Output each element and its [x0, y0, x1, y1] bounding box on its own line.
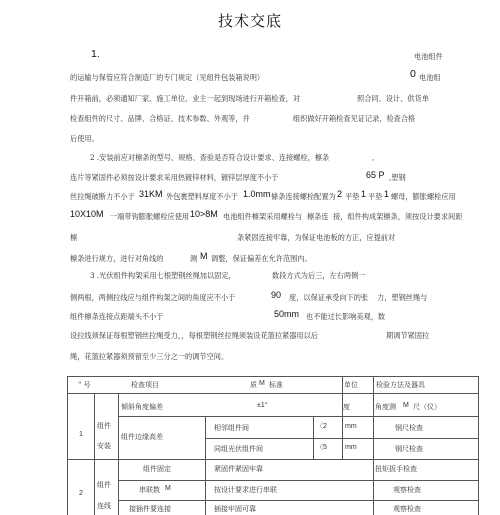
table-rule [118, 416, 479, 417]
header-no: " 号 [78, 381, 91, 389]
para2-line3-f: 2 [337, 189, 343, 199]
header-method: 检验方法及器具 [376, 381, 425, 389]
para3-line3-value: 50mm [274, 309, 300, 319]
table-rule [342, 376, 343, 459]
table-rule [94, 393, 95, 515]
para2-line6-mid: 测 [190, 254, 198, 263]
row2-item1-a: 串联数 [139, 486, 160, 494]
para3-line5: 绳，花篮拉紧器须预留至少三分之一的调节空间。 [70, 352, 229, 361]
row1-item1-method-c: 尺（仪） [413, 403, 441, 411]
para1-line2-right: 电池组 [419, 73, 441, 82]
row2-item2-method: 观察检查 [393, 505, 421, 513]
para2-line1-dot: , [372, 153, 375, 162]
header-standard-c: 标准 [269, 381, 283, 389]
para3-line3-left: 组件檩条连接点距端头不小于 [70, 312, 164, 321]
para2-line3-c: 外包裹塑料厚度不小于 [166, 192, 238, 201]
para3-line2-value: 90 [271, 290, 282, 300]
table-rule [373, 376, 374, 515]
para1-line3-right: 照合同、设计、供货单 [357, 94, 429, 103]
para2-line3-g: 平垫 [345, 192, 360, 201]
row1-sub1-method: 钢尺检查 [395, 424, 423, 432]
para2-line3-a: 丝拉绳破断力不小于 [70, 192, 135, 201]
para2-line2-right: ,塑钢 [389, 173, 406, 182]
row1-item1-standard: ±1° [257, 402, 268, 409]
para1-line2-left: 的运输与保管应符合制造厂的专门规定（见组件包装箱说明） [70, 73, 265, 82]
para2-line3-b: 31KM [139, 189, 163, 199]
para1-line5: 后使用。 [70, 134, 99, 143]
row1-sub1-value: 〈2 [316, 423, 327, 430]
row2-item1-standard: 按设计要求进行串联 [214, 486, 277, 494]
para2-line1: 2 .安装前应对檩条的型号、规格、查验是否符合设计要求、连接螺栓，檩条 [90, 153, 330, 162]
header-standard-b: M [259, 380, 265, 387]
row1-item1-method-a: 角度测 [375, 403, 396, 411]
para3-line4-left: 设拉线须保证每根塑钢丝拉绳受力，，每根塑钢丝拉绳须装设花篮拉紧器用以后 [70, 331, 318, 340]
table-rule [67, 459, 479, 460]
table-rule [118, 500, 479, 501]
row2-group-a: 组件 [97, 481, 111, 489]
row1-group-b: 安装 [97, 442, 111, 450]
table-rule [205, 416, 206, 515]
para2-line4-d: 电池组件檩架采用螺栓与 [223, 212, 303, 221]
header-item: 检查项目 [131, 381, 159, 389]
fix-row-method: 扭矩扳手检查 [375, 465, 417, 473]
para2-line4-b: 一端带钩膨胀螺栓应使用 [110, 212, 190, 221]
para2-line3-e: 條条连接螺栓配置为 [271, 192, 336, 201]
table-rule [313, 416, 314, 460]
para2-line6-m: M [200, 251, 208, 261]
row1-sub1: 相邻组件间 [214, 424, 249, 432]
table-rule [118, 480, 479, 481]
row2-number: 2 [79, 490, 83, 497]
para2-line2-left: 连片等紧固件必须按设计要求采用热镀锌材料，镀锌层厚度不小于 [70, 173, 279, 182]
inspection-table [67, 376, 479, 515]
para2-line6-left: 檩条进行规方，进行对角线的 [70, 254, 164, 263]
para2-line3-d: 1.0mm [243, 189, 271, 199]
row1-sub2-method: 钢尺检查 [395, 445, 423, 453]
row1-sub2-value: 〈5 [316, 444, 327, 451]
para2-line5-left: 檩 [70, 233, 78, 242]
header-unit: 单位 [344, 381, 358, 389]
para2-line4-e: 檩条连 [307, 212, 329, 221]
row1-group-a: 组件 [97, 422, 111, 430]
row1-sub2: 同组光伏组件间 [214, 445, 263, 453]
table-rule [118, 393, 119, 459]
para3-line2-end: 力，塑钢丝绳与 [377, 293, 428, 302]
fix-row-item: 组件固定 [143, 465, 171, 473]
row2-group-b: 连线 [97, 502, 111, 510]
para2-line2-value: 65 P [366, 170, 385, 180]
para1-line1-right: 电池组件 [414, 52, 443, 61]
row1-sub2-unit: mm [345, 444, 357, 451]
para2-line3-i: 平垫 [368, 192, 383, 201]
header-standard-a: 质 [250, 381, 257, 389]
para2-line4-c: 10>8M [190, 209, 218, 219]
row1-item1-method-b: M [403, 402, 409, 409]
para1-line2-zero: 0 [410, 68, 416, 80]
table-rule [118, 459, 119, 515]
table-rule [478, 376, 479, 515]
row1-item2: 组件边缘高差 [121, 433, 163, 441]
para3-line1-left: 3 .光伏组件构架采用七根塑钢丝绳加以固定， [90, 271, 236, 280]
table-rule [67, 393, 479, 394]
table-rule [67, 376, 479, 377]
row2-item1-b: M [165, 485, 171, 492]
row1-sub1-unit: mm [345, 423, 357, 430]
row2-item2-standard: 插接牢固可靠 [214, 505, 256, 513]
para2-line5-right: 条紧固连接牢靠，为保证电池板的方正，应提前对 [237, 233, 396, 242]
para2-line3-j: 1 [384, 189, 390, 199]
table-rule [67, 376, 68, 515]
para2-line4-a: 10X10M [70, 209, 104, 219]
fix-row-standard: 紧固件紧固牢靠 [214, 465, 263, 473]
para2-line3-h: 1 [361, 189, 367, 199]
row2-item2: 接插件要连接 [129, 505, 171, 513]
row1-item1: 倾斜角度偏差 [121, 403, 163, 411]
para2-line4-f: 接，组件构成架檩条，须按设计要求间距 [333, 212, 463, 221]
para1-line4-left: 检查组件的尺寸、品牌、合格证、技术参数、外观等，并 [70, 114, 250, 123]
row2-item1-method: 观察检查 [393, 486, 421, 494]
para1-line4-right: 组织做好开箱检查见证记录，检查合格 [293, 114, 416, 123]
para1-number: 1. [91, 48, 100, 60]
para2-line6-right: 调整，保证偏差在允许范围内。 [211, 254, 312, 263]
para3-line3-right: 也不能过长影响美观，数 [306, 312, 386, 321]
para3-line2-right: 度，以保证承受向下的张 [289, 293, 369, 302]
para3-line2-left: 侧两根，两侧拉线应与组件构架之间的角度应不小于 [70, 293, 236, 302]
para2-line3-k: 螺母，膨胀螺栓应用 [391, 192, 456, 201]
row1-number: 1 [79, 431, 83, 438]
para3-line4-right: 期调节紧固拉 [386, 331, 430, 340]
para3-line1-right: 数段方式为后三，左右两侧一 [272, 271, 366, 280]
row1-item1-unit: 度 [343, 403, 350, 411]
page-title: 技术交底 [217, 12, 282, 30]
para1-line3-left: 件开箱前，必须通知厂家、施工单位、业主一起到现场进行开箱检查，对 [70, 94, 301, 103]
